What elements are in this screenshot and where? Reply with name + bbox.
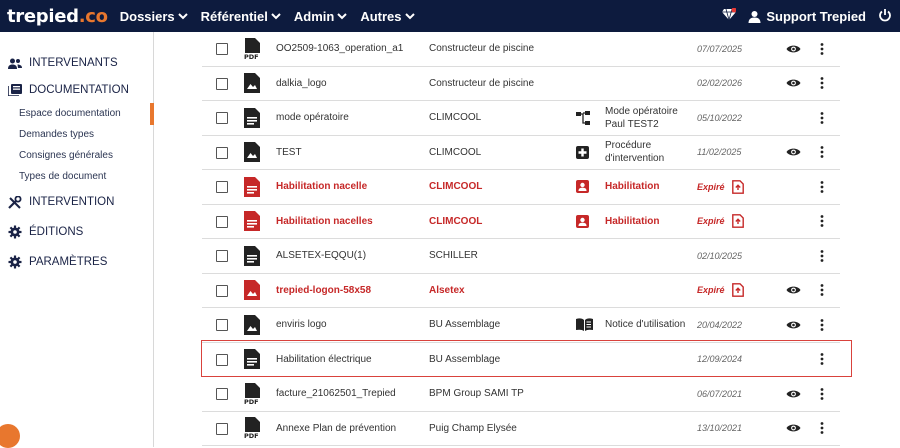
sidebar	[0, 32, 154, 447]
sidebar-sub-espace-documentation[interactable]	[0, 103, 150, 124]
table-row[interactable]	[202, 343, 840, 378]
sidebar-sub-demandes-types[interactable]	[0, 124, 150, 145]
table-row[interactable]	[202, 170, 840, 205]
owner-name: SCHILLER	[429, 250, 478, 262]
logo-text: trepied	[7, 5, 79, 27]
more-vertical-icon	[820, 43, 824, 55]
row-date: 11/02/2025	[697, 147, 742, 158]
document-type: Mode opératoire Paul TEST2	[605, 105, 678, 130]
badge-icon	[576, 170, 589, 204]
pdf-icon	[244, 32, 262, 66]
row-menu-button[interactable]	[820, 308, 824, 342]
row-date: 07/07/2025	[697, 43, 743, 54]
eye-icon	[786, 147, 801, 157]
doc-icon	[244, 343, 260, 377]
view-button[interactable]	[786, 32, 801, 66]
document-table	[202, 32, 840, 446]
user-icon	[748, 10, 761, 23]
logo[interactable]	[7, 6, 108, 27]
row-checkbox[interactable]	[216, 354, 228, 366]
flow-icon	[576, 101, 590, 135]
status-label: Expiré	[697, 181, 725, 192]
table-row[interactable]	[202, 205, 840, 240]
table-row[interactable]	[202, 274, 840, 309]
owner-name: CLIMCOOL	[429, 146, 482, 158]
row-date: 20/04/2022	[697, 319, 743, 330]
more-vertical-icon	[820, 215, 824, 227]
doc-icon	[244, 170, 260, 204]
sidebar-item-parametres[interactable]	[0, 252, 150, 272]
row-menu-button[interactable]	[820, 412, 824, 446]
row-date: 06/07/2021	[697, 388, 743, 399]
nav-label: Référentiel	[200, 8, 268, 24]
row-menu-button[interactable]	[820, 377, 824, 411]
sidebar-item-documentation[interactable]	[0, 80, 150, 100]
document-type: Habilitation	[605, 215, 660, 227]
file-name[interactable]: Habilitation nacelle	[276, 181, 368, 193]
expired-file-icon	[732, 283, 744, 297]
row-menu-button[interactable]	[820, 274, 824, 308]
chevron-down-icon	[405, 11, 415, 21]
row-menu-button[interactable]	[820, 205, 824, 239]
chevron-down-icon	[178, 11, 188, 21]
doc-icon	[244, 205, 260, 239]
row-checkbox[interactable]	[216, 250, 228, 262]
more-vertical-icon	[820, 319, 824, 331]
expired-file-button[interactable]	[732, 170, 744, 204]
book-icon	[576, 308, 593, 342]
file-name[interactable]: OO2509-1063_operation_a1	[276, 43, 404, 55]
row-checkbox[interactable]	[216, 147, 228, 159]
row-checkbox[interactable]	[216, 388, 228, 400]
file-name[interactable]: Habilitation nacelles	[276, 215, 373, 227]
doc-icon	[244, 101, 260, 135]
nav-label: Admin	[293, 8, 335, 24]
nav-label: Dossiers	[119, 8, 175, 24]
sidebar-label: ÉDITIONS	[29, 226, 84, 238]
nav-admin[interactable]	[294, 9, 347, 24]
expired-file-icon	[732, 214, 744, 228]
file-name[interactable]: dalkia_logo	[276, 77, 327, 89]
sidebar-label: INTERVENANTS	[29, 57, 118, 69]
row-checkbox[interactable]	[216, 181, 228, 193]
file-name[interactable]: ALSETEX-EQQU(1)	[276, 250, 367, 262]
row-menu-button[interactable]	[820, 67, 824, 101]
row-menu-button[interactable]	[820, 32, 824, 66]
expired-file-icon	[732, 180, 744, 194]
row-checkbox[interactable]	[216, 423, 228, 435]
nav-referentiel[interactable]	[201, 9, 281, 24]
row-date: 05/10/2022	[697, 112, 743, 123]
sidebar-sub-label: Espace documentation	[19, 108, 121, 119]
row-checkbox[interactable]	[216, 43, 228, 55]
image-icon	[244, 136, 260, 170]
eye-icon	[786, 78, 801, 88]
gear-icon	[8, 225, 22, 239]
logo-ext: .co	[78, 5, 108, 27]
file-name[interactable]: facture_21062501_Trepied	[276, 388, 396, 400]
eye-icon	[786, 389, 801, 399]
power-icon[interactable]	[878, 8, 892, 25]
help-button[interactable]	[0, 424, 20, 448]
active-indicator	[150, 103, 154, 125]
document-type: Habilitation	[605, 181, 660, 193]
more-vertical-icon	[820, 388, 824, 400]
people-icon	[8, 58, 22, 69]
more-vertical-icon	[820, 77, 824, 89]
row-checkbox[interactable]	[216, 285, 228, 297]
table-row[interactable]	[202, 136, 840, 171]
file-name[interactable]: trepied-logon-58x58	[276, 284, 372, 296]
file-name[interactable]: TEST	[276, 146, 302, 158]
view-button[interactable]	[786, 377, 801, 411]
svg-text:PDF: PDF	[244, 397, 259, 405]
table-row[interactable]	[202, 32, 840, 67]
more-vertical-icon	[820, 112, 824, 124]
row-checkbox[interactable]	[216, 78, 228, 90]
more-vertical-icon	[820, 353, 824, 365]
row-menu-button[interactable]	[820, 343, 824, 377]
row-checkbox[interactable]	[216, 112, 228, 124]
view-button[interactable]	[786, 412, 801, 446]
document-type: Procédure d'intervention	[605, 140, 665, 165]
top-bar	[0, 0, 900, 32]
status-label: Expiré	[697, 216, 725, 227]
nav-autres[interactable]	[360, 9, 414, 24]
diamond-icon[interactable]	[722, 8, 736, 24]
sidebar-sub-types-de-document[interactable]	[0, 166, 150, 187]
more-vertical-icon	[820, 146, 824, 158]
more-vertical-icon	[820, 284, 824, 296]
table-row[interactable]	[202, 377, 840, 412]
row-date: 13/10/2021	[697, 423, 743, 434]
sidebar-sub-label: Types de document	[19, 171, 107, 182]
more-vertical-icon	[820, 422, 824, 434]
header-actions	[722, 8, 900, 25]
table-row[interactable]	[202, 308, 840, 343]
owner-name: Constructeur de piscine	[429, 43, 535, 55]
svg-text:PDF: PDF	[244, 52, 259, 60]
document-list	[155, 32, 900, 447]
nav-dossiers[interactable]	[120, 9, 188, 24]
sidebar-label: PARAMÈTRES	[29, 256, 108, 268]
table-row[interactable]	[202, 239, 840, 274]
tools-icon	[8, 196, 22, 209]
eye-icon	[786, 423, 801, 433]
row-date: 02/10/2025	[697, 250, 743, 261]
row-checkbox[interactable]	[216, 319, 228, 331]
row-checkbox[interactable]	[216, 216, 228, 228]
sidebar-sub-consignes-generales[interactable]	[0, 145, 150, 166]
file-name[interactable]: Annexe Plan de prévention	[276, 422, 397, 434]
file-name[interactable]: mode opératoire	[276, 112, 349, 124]
sidebar-item-intervention[interactable]	[0, 192, 150, 212]
owner-name: Alsetex	[429, 284, 465, 296]
table-row[interactable]	[202, 67, 840, 102]
medical-icon	[576, 136, 589, 170]
svg-text:PDF: PDF	[244, 432, 259, 440]
user-menu[interactable]	[748, 9, 866, 24]
owner-name: Constructeur de piscine	[429, 77, 535, 89]
row-date: 12/09/2024	[697, 354, 743, 365]
eye-icon	[786, 285, 801, 295]
gear-icon	[8, 255, 22, 269]
main-nav	[120, 9, 428, 24]
more-vertical-icon	[820, 250, 824, 262]
row-menu-button[interactable]	[820, 101, 824, 135]
user-name: Support Trepied	[766, 8, 866, 24]
table-row[interactable]	[202, 412, 840, 447]
owner-name: Puig Champ Elysée	[429, 422, 517, 434]
view-button[interactable]	[786, 136, 801, 170]
view-button[interactable]	[786, 274, 801, 308]
eye-icon	[786, 320, 801, 330]
table-row[interactable]	[202, 101, 840, 136]
row-date: 02/02/2026	[697, 78, 743, 89]
view-button[interactable]	[786, 67, 801, 101]
file-name[interactable]: Habilitation électrique	[276, 353, 372, 365]
sidebar-item-intervenants[interactable]	[0, 53, 150, 73]
nav-label: Autres	[360, 8, 402, 24]
doc-icon	[244, 239, 260, 273]
expired-file-button[interactable]	[732, 205, 744, 239]
image-icon	[244, 67, 260, 101]
sidebar-label: DOCUMENTATION	[29, 84, 129, 96]
owner-name: BU Assemblage	[429, 353, 501, 365]
pdf-icon	[244, 377, 262, 411]
library-icon	[8, 84, 22, 96]
pdf-icon	[244, 412, 262, 446]
owner-name: BPM Group SAMI TP	[429, 388, 524, 400]
image-icon	[244, 274, 260, 308]
image-icon	[244, 308, 260, 342]
chevron-down-icon	[271, 11, 281, 21]
sidebar-label: INTERVENTION	[29, 196, 115, 208]
owner-name: CLIMCOOL	[429, 112, 482, 124]
document-type: Notice d'utilisation	[605, 319, 686, 331]
owner-name: CLIMCOOL	[429, 181, 483, 193]
badge-icon	[576, 205, 589, 239]
view-button[interactable]	[786, 308, 801, 342]
sidebar-item-editions[interactable]	[0, 222, 150, 242]
expired-file-button[interactable]	[732, 274, 744, 308]
row-menu-button[interactable]	[820, 239, 824, 273]
file-name[interactable]: enviris logo	[276, 319, 327, 331]
more-vertical-icon	[820, 181, 824, 193]
eye-icon	[786, 44, 801, 54]
status-label: Expiré	[697, 285, 725, 296]
sidebar-sub-label: Consignes générales	[19, 150, 113, 161]
sidebar-sub-label: Demandes types	[19, 129, 95, 140]
row-menu-button[interactable]	[820, 136, 824, 170]
chevron-down-icon	[337, 11, 347, 21]
row-menu-button[interactable]	[820, 170, 824, 204]
owner-name: BU Assemblage	[429, 319, 501, 331]
owner-name: CLIMCOOL	[429, 215, 483, 227]
